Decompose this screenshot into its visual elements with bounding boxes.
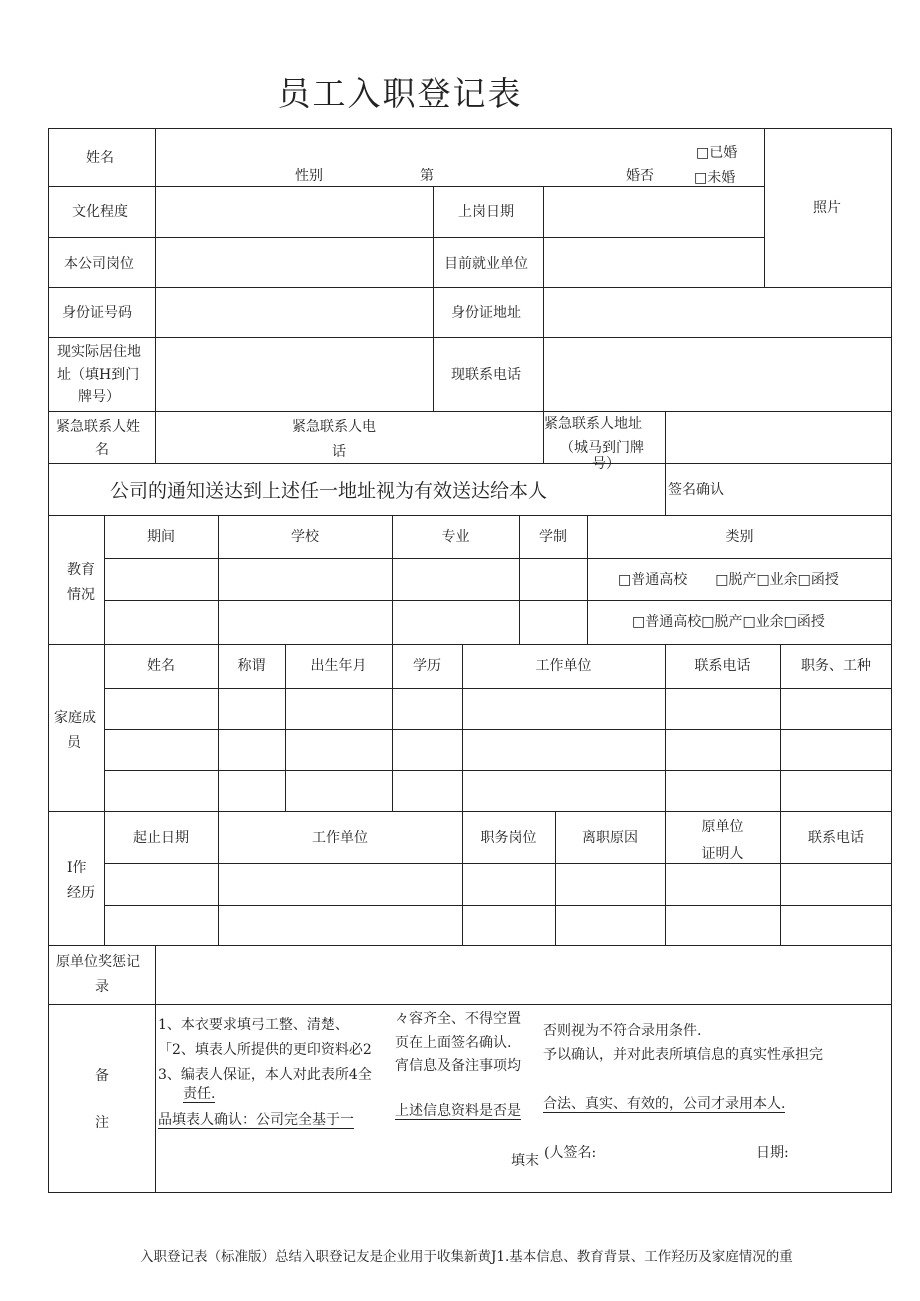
- photo-label: 照片: [813, 200, 841, 216]
- residence-label-line1: 现实际居住地: [57, 344, 141, 360]
- nation-label: 第: [420, 168, 434, 184]
- company-position-label: 本公司岗位: [64, 256, 134, 272]
- education-header-major: 专业: [441, 529, 470, 545]
- fill-label: 填末: [511, 1153, 539, 1169]
- emergency-phone-label-line1: 紧急联系人电: [292, 419, 376, 435]
- education-category-row1[interactable]: □普通高校 □脱产□业余□函授: [618, 572, 839, 588]
- work-header-former-employer: 原单位: [701, 819, 744, 835]
- footer-summary: 入职登记表（标准版）总结入职登记友是企业用于收集新黄J1.基本信息、教育背景、工作羟历及家庭情况的重: [140, 1249, 793, 1265]
- signature-label[interactable]: (人签名:: [544, 1145, 597, 1161]
- remarks-col2-line4: 上述信息资料是否是: [395, 1103, 521, 1119]
- work-header-period: 起止日期: [133, 830, 189, 846]
- remarks-col1-line2: 「2、填表人所提供的更印资料必2: [158, 1042, 372, 1058]
- family-header-birth: 出生年月: [310, 658, 367, 674]
- remarks-col2-line1: 々容齐全、不得空置: [395, 1011, 521, 1027]
- current-phone-label: 现联系电话: [451, 367, 521, 383]
- family-header-phone: 联系电话: [694, 658, 751, 674]
- work-header-reference: 证明人: [701, 846, 744, 862]
- emergency-address-label-line3: 号）: [592, 456, 620, 472]
- education-category-row2[interactable]: □普通高校□脱产□业余□函授: [632, 614, 825, 630]
- date-label[interactable]: 日期:: [756, 1145, 789, 1161]
- family-header-name: 姓名: [147, 658, 175, 674]
- emergency-address-label-line2: （城马到门牌: [560, 440, 644, 456]
- awards-label-line1: 原单位奖惩记: [56, 954, 140, 970]
- id-address-label: 身份证地址: [451, 305, 521, 321]
- education-header-duration: 学制: [539, 529, 567, 545]
- remarks-label-line1: 备: [95, 1068, 109, 1084]
- id-number-label: 身份证号码: [62, 305, 132, 321]
- family-header-education: 学历: [413, 658, 441, 674]
- remarks-col1-line4: 责任.: [183, 1086, 216, 1102]
- work-header-position: 职务岗位: [480, 830, 537, 846]
- family-header-relation: 称谓: [237, 658, 266, 674]
- remarks-col1-line3: 3、编表人保证，本人对此表所4全: [158, 1067, 372, 1083]
- work-section-label-line2: 经历: [67, 885, 95, 901]
- emergency-address-label-line1: 紧急联系人地址: [544, 416, 642, 432]
- remarks-col3-line2: 予以确认，并对此表所填信息的真实性承担完: [543, 1047, 823, 1063]
- sign-confirm-label: 签名确认: [668, 482, 724, 498]
- family-header-employer: 工作单位: [535, 658, 592, 674]
- awards-label-line2: 录: [95, 979, 109, 995]
- residence-label-line3: 牌号）: [78, 389, 120, 405]
- married-checkbox[interactable]: □已婚: [696, 145, 738, 161]
- work-header-employer: 工作单位: [312, 830, 368, 846]
- gender-label: 性别: [295, 168, 323, 184]
- emergency-name-label-line2: 名: [95, 442, 109, 458]
- remarks-col2-line3: 宵信息及备注事项均: [395, 1058, 521, 1074]
- marriage-label: 婚否: [626, 168, 654, 184]
- family-header-job: 职务、工种: [801, 658, 871, 674]
- education-header-period: 期间: [147, 529, 175, 545]
- remarks-col2-line2: 页在上面签名确认.: [395, 1035, 512, 1051]
- unmarried-checkbox[interactable]: □未婚: [694, 170, 736, 186]
- page-title: 员工入职登记表: [277, 74, 523, 113]
- education-section-label-line2: 情况: [67, 587, 95, 603]
- remarks-label-line2: 注: [95, 1115, 109, 1131]
- remarks-col1-line1: 1、本衣要求填弓工整、清楚、: [158, 1017, 349, 1033]
- family-section-label-line1: 家庭成: [54, 710, 96, 726]
- work-section-label-line1: I作: [67, 860, 87, 876]
- education-header-school: 学校: [291, 529, 319, 545]
- work-header-leave-reason: 离职原因: [582, 830, 638, 846]
- education-header-category: 类别: [725, 529, 754, 545]
- family-section-label-line2: 员: [67, 735, 81, 751]
- work-header-phone: 联系电话: [808, 830, 864, 846]
- emergency-phone-label-line2: 话: [332, 444, 346, 460]
- remarks-col3-line3: 合法、真实、有效的，公司才录用本人.: [543, 1096, 786, 1112]
- remarks-col3-line1: 否则视为不符合录用条件.: [543, 1023, 702, 1039]
- emergency-name-label-line1: 紧急联系人姓: [56, 419, 140, 435]
- start-date-label: 上岗日期: [458, 204, 514, 220]
- residence-label-line2: 址（填H到门: [57, 367, 140, 383]
- notice-text: 公司的通知送达到上述任一地址视为有效送达给本人: [110, 480, 548, 502]
- education-level-label: 文化程度: [72, 204, 128, 220]
- name-label: 姓名: [86, 150, 114, 166]
- current-employer-label: 目前就业单位: [444, 256, 528, 272]
- education-section-label-line1: 教育: [67, 562, 95, 578]
- remarks-col1-line5: 品填表人确认：公司完全基于一: [158, 1112, 354, 1128]
